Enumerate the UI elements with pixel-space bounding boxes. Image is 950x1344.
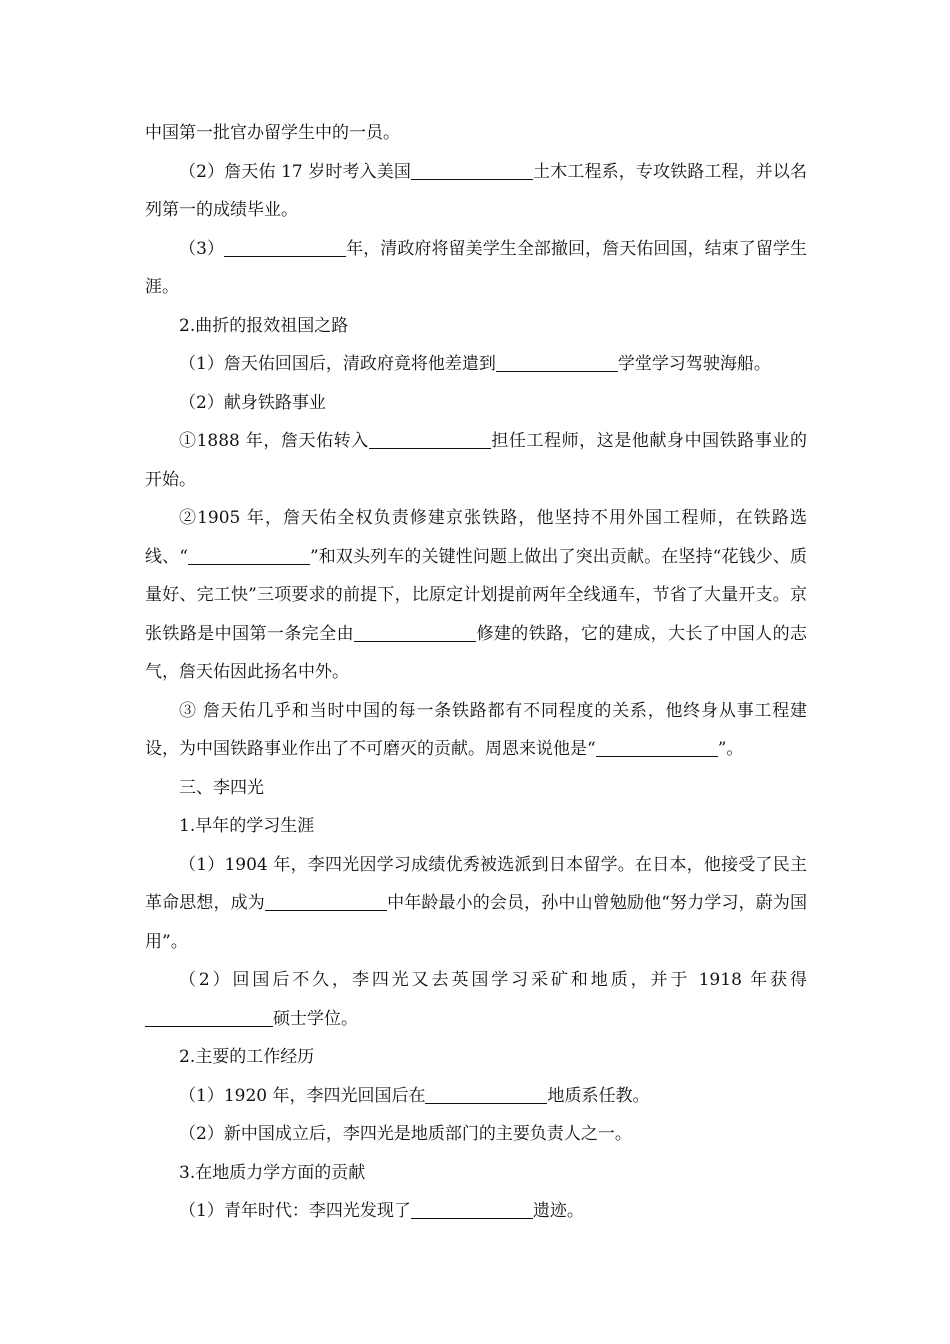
text: 中国第一批官办留学生中的一员。 [145,123,400,143]
fill-blank[interactable] [411,161,533,180]
text: 学堂学习驾驶海船。 [617,354,771,374]
fill-blank[interactable] [411,1200,533,1219]
fill-blank-continued[interactable] [255,1008,273,1027]
paragraph [145,230,807,307]
fill-blank[interactable] [265,892,387,911]
paragraph [145,1192,807,1231]
paragraph [145,961,807,1038]
fill-blank[interactable] [188,546,310,565]
text: （3） [179,238,225,259]
paragraph [145,499,807,692]
text: 年，清政府将留美学生全部撤回，詹天佑回国，结束了留学生涯。 [145,238,808,297]
text: ②1905 年，詹天佑全权负责修建京张铁路，他坚持不用外国工程师，在铁路选线、“ [145,508,807,567]
text: 修建的铁路，它的建成，大长了中国人的志气，詹天佑因此扬名中外。 [145,623,808,682]
text: （2）詹天佑 17 岁时考入美国 [179,161,411,182]
text: ③ 詹天佑几乎和当时中国的每一条铁路都有不同程度的关系，他终身从事工程建设，为中国铁路事业作出了不可磨灭的贡献。周恩来说他是“ [145,700,807,759]
document-body [145,114,807,1231]
section-heading [145,1154,807,1193]
paragraph [145,345,807,384]
fill-blank[interactable] [145,1008,255,1027]
text: 遗迹。 [532,1201,584,1221]
text: （1）1920 年，李四光回国后在 [179,1085,426,1106]
fill-blank[interactable] [354,623,476,642]
section-heading [145,307,807,346]
text: （1）青年时代：李四光发现了 [179,1201,411,1221]
text: 地质系任教。 [547,1085,650,1106]
paragraph [145,153,807,230]
text: ”和双头列车的关键性问题上做出了突出贡献。在坚持“花钱少、质量好、完工快”三项要求的前提下，比原定计划提前两年全线通车，节省了大量开支。京张铁路是中国第一条完全由 [145,546,807,644]
text: （1）詹天佑回国后，清政府竟将他差遣到 [179,354,496,374]
text: （2）献身铁路事业 [179,392,326,413]
text: （1）1904 年，李四光因学习成绩优秀被选派到日本留学。在日本，他接受了民主革命思想，成为 [145,854,807,913]
text: ”。 [717,739,744,759]
paragraph [145,384,807,423]
text: 中年龄最小的会员，孙中山曾勉励他“努力学习，蔚为国用”。 [145,893,807,952]
text: 担任工程师，这是他献身中国铁路事业的开始。 [145,431,807,490]
text: 三、李四光 [179,777,264,798]
section-heading [145,807,807,846]
text: 2.主要的工作经历 [179,1047,315,1067]
section-heading [145,1038,807,1077]
paragraph [145,1077,807,1116]
fill-blank[interactable] [596,738,718,757]
text: （2）回国后不久，李四光又去英国学习采矿和地质，并于 1918 年获得 [179,970,807,990]
paragraph [145,114,807,153]
fill-blank[interactable] [496,353,618,372]
text: 3.在地质力学方面的贡献 [179,1162,366,1183]
text: ①1888 年，詹天佑转入 [179,431,369,451]
fill-blank[interactable] [369,430,491,449]
text: 土木工程系，专攻铁路工程，并以名列第一的成绩毕业。 [145,161,807,220]
text: （2）新中国成立后，李四光是地质部门的主要负责人之一。 [179,1124,632,1144]
paragraph [145,692,807,769]
fill-blank[interactable] [425,1085,547,1104]
text: 1.早年的学习生涯 [179,816,315,836]
paragraph [145,1115,807,1154]
section-heading [145,769,807,808]
text: 2.曲折的报效祖国之路 [179,315,349,336]
text: 硕士学位。 [273,1008,358,1029]
paragraph [145,846,807,962]
paragraph [145,422,807,499]
fill-blank[interactable] [224,238,346,257]
